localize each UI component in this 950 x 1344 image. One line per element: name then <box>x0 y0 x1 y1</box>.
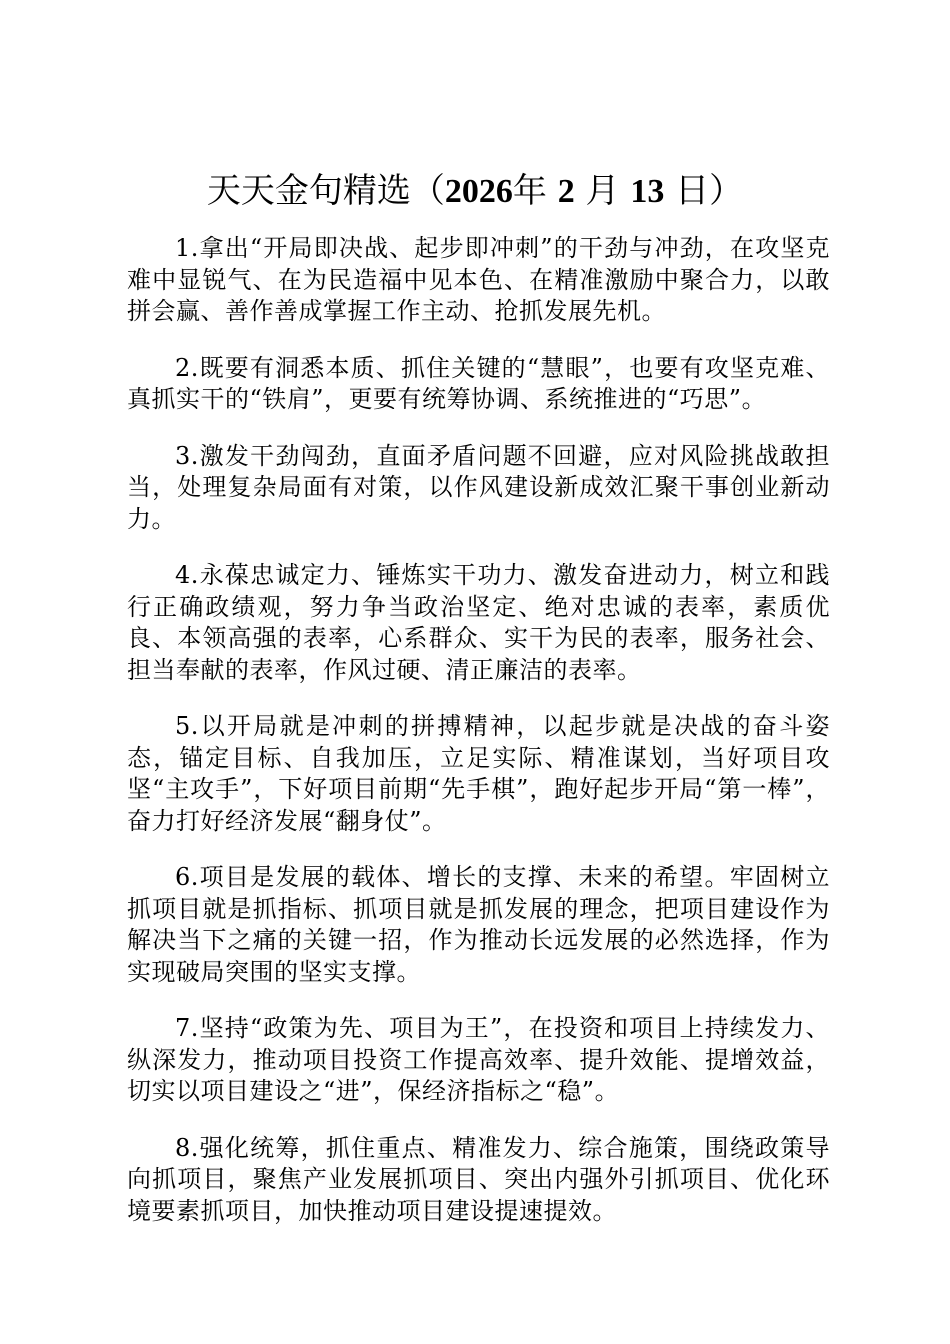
title-year: 2026 <box>444 173 513 210</box>
paragraph-5: 5.以开局就是冲刺的拼搏精神，以起步就是决战的奋斗姿态，锚定目标、自我加压，立足实际、精准谋划，当好项目攻坚“主攻手”，下好项目前期“先手棋”，跑好起步开局“第一棒”，奋力打好经济发展“翻身仗”。 <box>127 712 830 835</box>
document-body <box>127 233 830 1252</box>
paragraph-2: 2.既要有洞悉本质、抓住关键的“慧眼”，也要有攻坚克难、真抓实干的“铁肩”，更要有统筹协调、系统推进的“巧思”。 <box>127 353 830 413</box>
title-month-char: 月 <box>585 171 620 211</box>
paragraph-8: 8.强化统筹，抓住重点、精准发力、综合施策，围绕政策导向抓项目，聚焦产业发展抓项目、突出内强外引抓项目、优化环境要素抓项目，加快推动项目建设提速提效。 <box>127 1133 830 1225</box>
paragraph-4: 4.永葆忠诚定力、锤炼实干功力、激发奋进动力，树立和践行正确政绩观，努力争当政治坚定、绝对忠诚的表率，素质优良、本领高强的表率，心系群众、实干为民的表率，服务社会、担当奉献的表率，作风过硬、清正廉洁的表率。 <box>127 561 830 684</box>
title-day: 13 <box>630 173 665 210</box>
title-prefix: 天天金句精选（ <box>206 171 445 211</box>
title-year-char: 年 <box>512 171 547 211</box>
title-suffix: 日） <box>675 171 744 211</box>
document-title <box>0 166 950 217</box>
title-month: 2 <box>557 173 575 210</box>
paragraph-6: 6.项目是发展的载体、增长的支撑、未来的希望。牢固树立抓项目就是抓指标、抓项目就是抓发展的理念，把项目建设作为解决当下之痛的关键一招，作为推动长远发展的必然选择，作为实现破局突围的坚实支撑。 <box>127 863 830 986</box>
paragraph-1: 1.拿出“开局即决战、起步即冲刺”的干劲与冲劲，在攻坚克难中显锐气、在为民造福中见本色、在精准激励中聚合力，以敢拼会赢、善作善成掌握工作主动、抢抓发展先机。 <box>127 234 830 325</box>
paragraph-7: 7.坚持“政策为先、项目为王”，在投资和项目上持续发力、纵深发力，推动项目投资工作提高效率、提升效能、提增效益，切实以项目建设之“进”，保经济指标之“稳”。 <box>127 1014 830 1105</box>
paragraph-3: 3.激发干劲闯劲，直面矛盾问题不回避，应对风险挑战敢担当，处理复杂局面有对策，以作风建设新成效汇聚干事创业新动力。 <box>127 441 830 533</box>
